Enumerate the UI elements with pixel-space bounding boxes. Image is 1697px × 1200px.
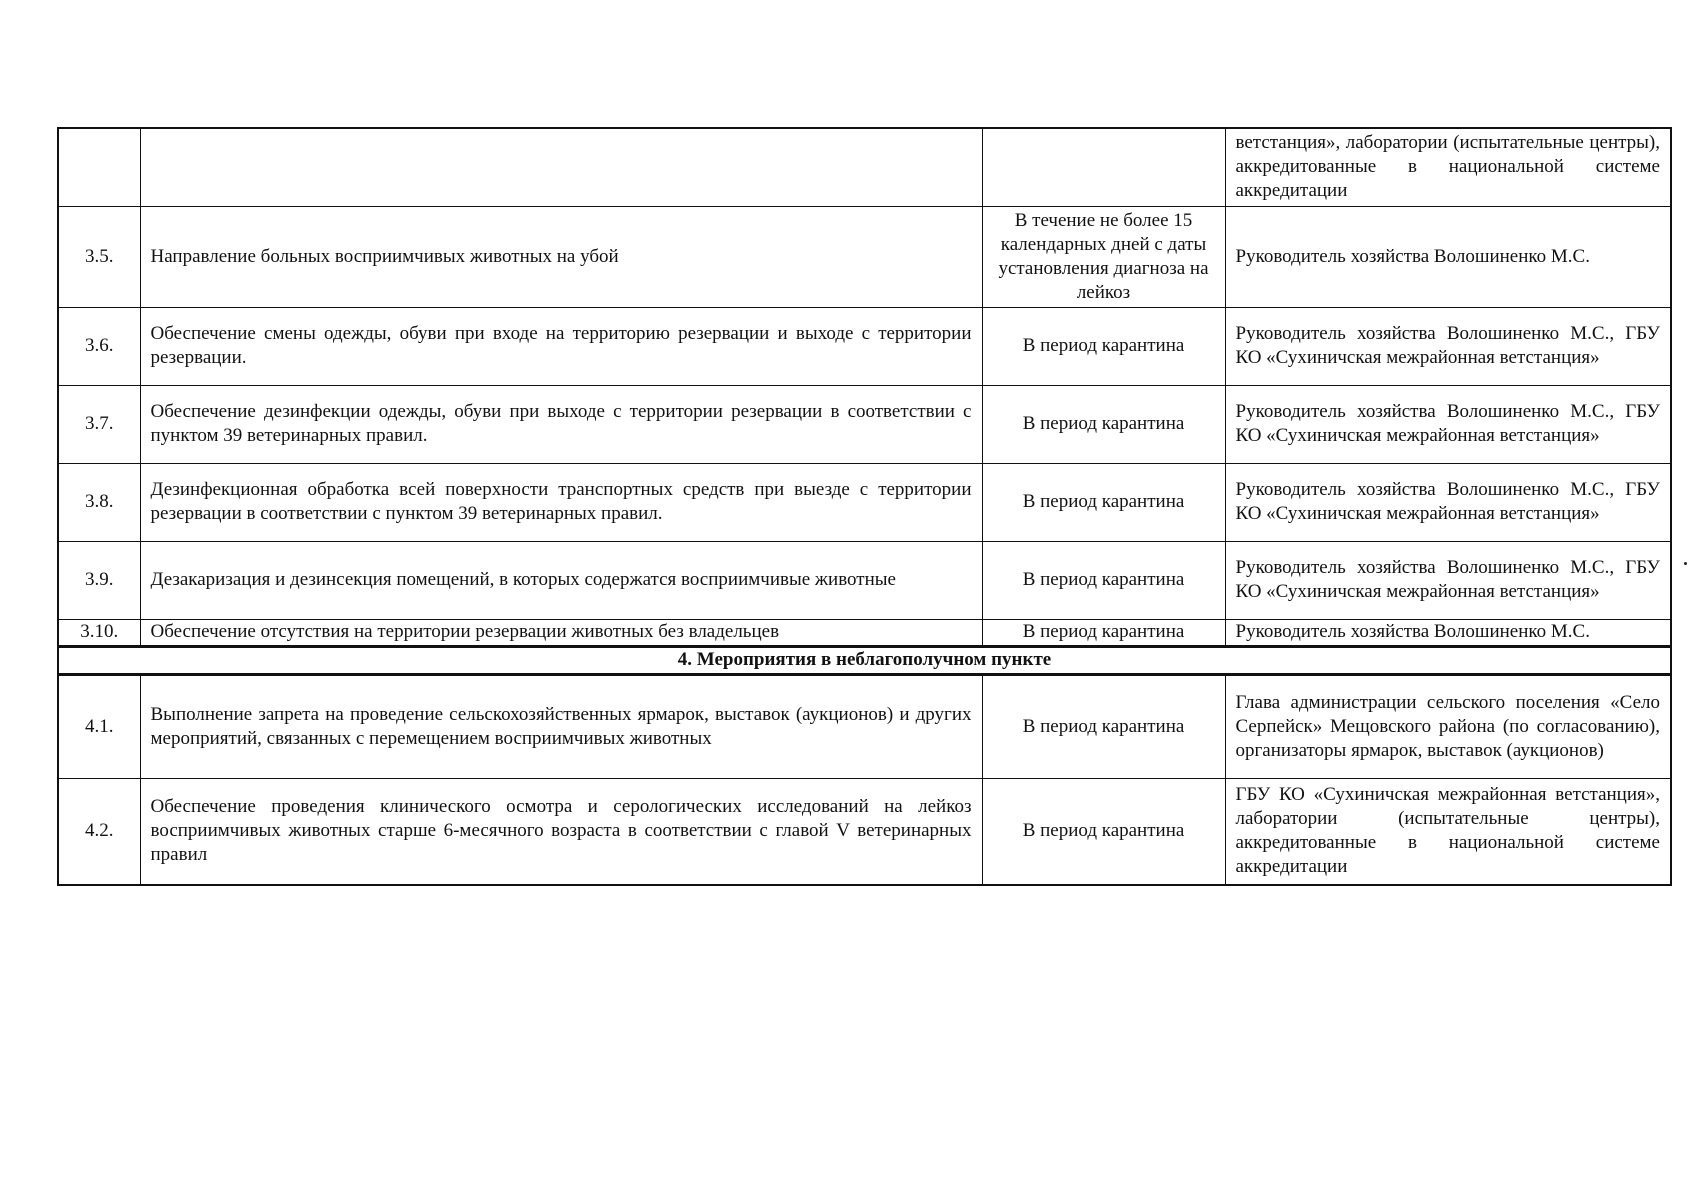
responsible-cell: ветстанция», лаборатории (испытательные центры), аккредитованные в национальной системе аккредитации bbox=[1225, 128, 1671, 206]
responsible-cell: Руководитель хозяйства Волошиненко М.С., ГБУ КО «Сухиничская межрайонная ветстанция» bbox=[1225, 307, 1671, 385]
table-row bbox=[58, 619, 1671, 646]
term-cell: В период карантина bbox=[982, 307, 1225, 385]
row-number: 3.6. bbox=[58, 307, 140, 385]
section-title: 4. Мероприятия в неблагополучном пункте bbox=[58, 646, 1671, 674]
table-row bbox=[58, 206, 1671, 307]
action-cell bbox=[140, 128, 982, 206]
responsible-cell: Глава администрации сельского поселения «Село Серпейск» Мещовского района (по согласованию), организаторы ярмарок, выставок (аукционов) bbox=[1225, 674, 1671, 778]
action-cell: Выполнение запрета на проведение сельскохозяйственных ярмарок, выставок (аукционов) и других мероприятий, связанных с перемещением восприимчивых животных bbox=[140, 674, 982, 778]
term-cell: В период карантина bbox=[982, 778, 1225, 885]
section-header-row bbox=[58, 646, 1671, 674]
row-number: 3.5. bbox=[58, 206, 140, 307]
action-cell: Обеспечение проведения клинического осмотра и серологических исследований на лейкоз восприимчивых животных старше 6-месячного возраста в соответствии с главой V ветеринарных правил bbox=[140, 778, 982, 885]
row-number bbox=[58, 128, 140, 206]
term-cell: В течение не более 15 календарных дней с даты установления диагноза на лейкоз bbox=[982, 206, 1225, 307]
responsible-cell: Руководитель хозяйства Волошиненко М.С. bbox=[1225, 619, 1671, 646]
responsible-cell: Руководитель хозяйства Волошиненко М.С., ГБУ КО «Сухиничская межрайонная ветстанция» bbox=[1225, 541, 1671, 619]
table-row bbox=[58, 307, 1671, 385]
action-cell: Обеспечение дезинфекции одежды, обуви при выходе с территории резервации в соответствии с пунктом 39 ветеринарных правил. bbox=[140, 385, 982, 463]
table-row bbox=[58, 674, 1671, 778]
term-cell: В период карантина bbox=[982, 619, 1225, 646]
action-cell: Направление больных восприимчивых животных на убой bbox=[140, 206, 982, 307]
row-number: 3.10. bbox=[58, 619, 140, 646]
term-cell: В период карантина bbox=[982, 463, 1225, 541]
row-number: 3.7. bbox=[58, 385, 140, 463]
action-cell: Обеспечение смены одежды, обуви при входе на территорию резервации и выходе с территории резервации. bbox=[140, 307, 982, 385]
term-cell: В период карантина bbox=[982, 385, 1225, 463]
responsible-cell: Руководитель хозяйства Волошиненко М.С. bbox=[1225, 206, 1671, 307]
responsible-cell: Руководитель хозяйства Волошиненко М.С., ГБУ КО «Сухиничская межрайонная ветстанция» bbox=[1225, 385, 1671, 463]
action-cell: Дезакаризация и дезинсекция помещений, в которых содержатся восприимчивые животные bbox=[140, 541, 982, 619]
row-number: 4.2. bbox=[58, 778, 140, 885]
term-cell bbox=[982, 128, 1225, 206]
row-number: 3.8. bbox=[58, 463, 140, 541]
table-row bbox=[58, 385, 1671, 463]
action-cell: Дезинфекционная обработка всей поверхности транспортных средств при выезде с территории резервации в соответствии с пунктом 39 ветеринарных правил. bbox=[140, 463, 982, 541]
responsible-cell: Руководитель хозяйства Волошиненко М.С., ГБУ КО «Сухиничская межрайонная ветстанция» bbox=[1225, 463, 1671, 541]
table-row bbox=[58, 541, 1671, 619]
row-number: 3.9. bbox=[58, 541, 140, 619]
responsible-cell: ГБУ КО «Сухиничская межрайонная ветстанция», лаборатории (испытательные центры), аккредитованные в национальной системе аккредитации bbox=[1225, 778, 1671, 885]
table-row bbox=[58, 128, 1671, 206]
scan-speck bbox=[1684, 562, 1687, 565]
action-cell: Обеспечение отсутствия на территории резервации животных без владельцев bbox=[140, 619, 982, 646]
measures-table bbox=[57, 127, 1672, 886]
row-number: 4.1. bbox=[58, 674, 140, 778]
table-row bbox=[58, 463, 1671, 541]
term-cell: В период карантина bbox=[982, 674, 1225, 778]
term-cell: В период карантина bbox=[982, 541, 1225, 619]
table-row bbox=[58, 778, 1671, 885]
